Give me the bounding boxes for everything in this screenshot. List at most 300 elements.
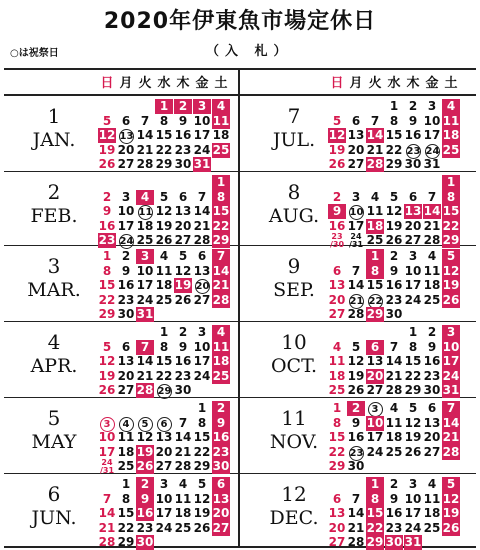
- day-cell: 5: [102, 339, 112, 354]
- day-cell: 18: [212, 128, 230, 142]
- day-cell: 23: [174, 142, 192, 157]
- day-cell: 3: [121, 189, 131, 204]
- day-cell: 14: [136, 128, 154, 142]
- day-cell: 2: [408, 99, 418, 113]
- day-cell: 7: [351, 491, 361, 506]
- month-english: FEB.: [30, 205, 78, 227]
- day-cell: 15: [328, 430, 346, 444]
- day-cell: 25: [212, 142, 230, 157]
- month-english: MAY: [31, 431, 77, 453]
- day-cell: 31: [193, 157, 211, 171]
- day-cell: 5: [332, 113, 342, 128]
- divider: [4, 94, 476, 96]
- day-cell: 8: [159, 113, 169, 128]
- month-english: MAR.: [27, 279, 81, 301]
- day-cell: 2: [121, 249, 131, 263]
- day-cell: 25: [423, 520, 441, 535]
- day-cell: 3: [159, 477, 169, 491]
- day-cell: 1: [102, 249, 112, 263]
- day-cell: 14: [442, 415, 460, 430]
- day-cell: 12: [98, 128, 116, 142]
- day-cell: 18: [328, 368, 346, 383]
- day-cell: 29: [117, 535, 135, 549]
- day-cell: 21: [423, 218, 441, 233]
- day-cell: 22: [155, 368, 173, 383]
- day-cell: 29: [404, 383, 422, 397]
- day-cell: 20: [212, 506, 230, 520]
- day-cell: 30: [174, 383, 192, 397]
- day-cell: 28: [136, 157, 154, 171]
- day-cell: 24 /31: [99, 458, 115, 475]
- day-cell: 6: [408, 189, 418, 204]
- day-cell: 8: [366, 264, 384, 279]
- day-cell: 1: [212, 175, 230, 190]
- day-cell: 12: [328, 128, 346, 142]
- day-cell: 2: [212, 401, 230, 416]
- day-cell: 7: [178, 415, 188, 430]
- day-cell: 3: [351, 189, 361, 204]
- day-cell: 16: [136, 506, 154, 520]
- day-cell: 5: [351, 339, 361, 354]
- day-cell: 9: [389, 263, 399, 278]
- day-cell: 5: [408, 401, 418, 415]
- day-cell: 31: [442, 383, 460, 397]
- day-cell: 1: [197, 401, 207, 415]
- day-cell: 2: [389, 249, 399, 263]
- day-cell: 9: [178, 113, 188, 128]
- day-cell: 16: [117, 278, 135, 292]
- day-cell: 15: [193, 430, 211, 444]
- month-number: 9: [287, 254, 301, 278]
- day-cell: 22: [404, 368, 422, 383]
- day-cell: 3: [408, 477, 418, 491]
- day-cell: 30: [385, 307, 403, 321]
- day-cell: 25: [136, 233, 154, 247]
- day-cell: 6: [332, 263, 342, 278]
- day-cell: 23: [349, 447, 364, 459]
- day-cell: 8: [197, 415, 207, 430]
- day-cell: 18: [442, 128, 460, 142]
- day-cell: 7: [427, 189, 437, 204]
- day-cell: 18: [423, 278, 441, 292]
- day-cell: 24: [155, 520, 173, 535]
- day-cell: 11: [212, 113, 230, 128]
- day-cell: 13: [117, 354, 135, 368]
- day-cell: 14: [174, 430, 192, 444]
- day-cell: 16: [212, 430, 230, 444]
- weekday-header: 木: [406, 76, 420, 91]
- day-cell: 20: [155, 444, 173, 459]
- day-cell: 4: [427, 477, 437, 491]
- day-cell: 28: [366, 157, 384, 171]
- day-cell: 1: [442, 175, 460, 190]
- month-english: OCT.: [270, 355, 318, 377]
- weekday-header: 水: [157, 76, 171, 91]
- day-cell: 15: [117, 506, 135, 520]
- day-cell: 29: [442, 233, 460, 247]
- day-cell: 27: [117, 383, 135, 397]
- day-cell: 19: [347, 368, 365, 383]
- day-cell: 27: [174, 233, 192, 247]
- day-cell: 15: [155, 128, 173, 142]
- day-cell: 20: [404, 218, 422, 233]
- day-cell: 10: [155, 491, 173, 506]
- day-cell: 22: [328, 444, 346, 459]
- day-cell: 20: [195, 281, 210, 292]
- day-cell: 10: [442, 339, 460, 354]
- day-cell: 17: [193, 354, 211, 368]
- month-number: 7: [287, 104, 301, 128]
- day-cell: 5: [159, 189, 169, 204]
- day-cell: 18: [385, 430, 403, 444]
- day-cell: 8: [389, 113, 399, 128]
- day-cell: 13: [347, 128, 365, 142]
- day-cell: 23: [117, 292, 135, 307]
- day-cell: 14: [193, 204, 211, 218]
- day-cell: 3: [408, 249, 418, 263]
- month-label: [4, 482, 104, 530]
- day-cell: 23: [174, 368, 192, 383]
- day-cell: 4: [212, 99, 230, 114]
- day-cell: 19: [98, 142, 116, 157]
- day-cell: 19: [136, 444, 154, 459]
- day-cell: 11: [328, 354, 346, 368]
- day-cell: 13: [193, 263, 211, 278]
- day-cell: 11: [212, 339, 230, 354]
- day-cell: 4: [159, 249, 169, 263]
- day-cell: 28: [174, 459, 192, 473]
- day-cell: 29: [366, 307, 384, 321]
- day-cell: 27: [328, 307, 346, 321]
- day-cell: 26: [193, 520, 211, 535]
- weekday-header: 日: [330, 76, 344, 91]
- day-cell: 5: [389, 189, 399, 204]
- day-cell: 26: [136, 459, 154, 473]
- day-cell: 26: [442, 292, 460, 307]
- month-label: [4, 180, 104, 228]
- divider: [4, 321, 476, 322]
- day-cell: 28: [212, 292, 230, 307]
- day-cell: 17: [423, 128, 441, 142]
- day-cell: 15: [98, 278, 116, 292]
- day-cell: 12: [347, 354, 365, 368]
- day-cell: 20: [174, 218, 192, 233]
- day-cell: 13: [155, 430, 173, 444]
- day-cell: 21: [366, 142, 384, 157]
- day-cell: 11: [366, 204, 384, 218]
- day-cell: 3: [98, 416, 116, 431]
- day-cell: 8: [212, 190, 230, 205]
- day-cell: 6: [427, 401, 437, 415]
- day-cell: 11: [138, 207, 153, 218]
- day-cell: 6: [332, 491, 342, 506]
- day-cell: 2: [332, 189, 342, 204]
- day-cell: 18: [212, 354, 230, 368]
- day-cell: 11: [442, 113, 460, 128]
- day-cell: 14: [423, 204, 441, 218]
- day-cell: 23: [98, 233, 116, 247]
- day-cell: 18: [366, 218, 384, 233]
- month-number: 10: [281, 330, 307, 354]
- day-cell: 27: [404, 233, 422, 247]
- day-cell: 5: [197, 477, 207, 491]
- day-cell: 12: [193, 491, 211, 506]
- divider: [4, 473, 476, 474]
- day-cell: 29: [366, 535, 384, 549]
- weekday-header: 火: [368, 76, 382, 91]
- day-cell: 15: [366, 506, 384, 520]
- weekday-header: 土: [444, 76, 458, 91]
- month-english: DEC.: [269, 507, 319, 529]
- day-cell: 9: [121, 263, 131, 278]
- day-cell: 3: [366, 401, 384, 416]
- day-cell: 7: [136, 340, 154, 355]
- page-title: 2020年伊東魚市場定休日: [103, 9, 377, 34]
- day-cell: 29: [98, 307, 116, 321]
- day-cell: 4: [117, 416, 135, 431]
- day-cell: 20: [117, 142, 135, 157]
- day-cell: 1: [155, 99, 173, 114]
- day-cell: 3: [427, 99, 437, 113]
- day-cell: 30: [347, 459, 365, 473]
- day-cell: 1: [332, 401, 342, 415]
- day-cell: 4: [427, 249, 437, 263]
- day-cell: 21: [174, 444, 192, 459]
- day-cell: 24: [442, 368, 460, 383]
- day-cell: 17: [404, 278, 422, 292]
- day-cell: 4: [442, 99, 460, 114]
- day-cell: 13: [119, 131, 134, 142]
- day-cell: 21: [98, 520, 116, 535]
- weekday-header: 木: [176, 76, 190, 91]
- day-cell: 8: [332, 415, 342, 430]
- weekday-header: 日: [100, 76, 114, 91]
- day-cell: 16: [404, 128, 422, 142]
- day-cell: 23: [212, 444, 230, 459]
- day-cell: 31: [136, 307, 154, 321]
- day-cell: 14: [385, 354, 403, 368]
- day-cell: 7: [102, 491, 112, 506]
- day-cell: 27: [117, 157, 135, 171]
- day-cell: 13: [423, 415, 441, 430]
- day-cell: 25: [385, 444, 403, 459]
- day-cell: 1: [159, 325, 169, 339]
- day-cell: 29: [385, 157, 403, 171]
- day-cell: 6: [155, 416, 173, 431]
- day-cell: 17: [442, 354, 460, 368]
- divider: [238, 68, 240, 546]
- weekday-header: 火: [138, 76, 152, 91]
- day-cell: 23: [406, 145, 421, 157]
- day-cell: 9: [212, 416, 230, 431]
- day-cell: 22: [368, 295, 383, 307]
- day-cell: 23: [423, 368, 441, 383]
- day-cell: 27: [155, 459, 173, 473]
- day-cell: 6: [121, 113, 131, 128]
- day-cell: 20: [366, 368, 384, 383]
- day-cell: 25: [423, 292, 441, 307]
- weekday-header: 金: [425, 76, 439, 91]
- day-cell: 17: [98, 444, 116, 459]
- day-cell: 21: [347, 520, 365, 535]
- day-cell: 15: [155, 354, 173, 368]
- day-cell: 12: [442, 491, 460, 506]
- day-cell: 28: [347, 307, 365, 321]
- day-cell: 4: [370, 189, 380, 204]
- month-number: 5: [47, 406, 61, 430]
- day-cell: 27: [366, 383, 384, 397]
- day-cell: 9: [328, 204, 346, 219]
- day-cell: 11: [155, 263, 173, 278]
- day-cell: 10: [193, 339, 211, 354]
- day-cell: 30: [117, 307, 135, 321]
- day-cell: 1: [366, 249, 384, 264]
- weekday-header: 土: [214, 76, 228, 91]
- day-cell: 24: [425, 145, 440, 157]
- day-cell: 24 /31: [348, 232, 364, 249]
- day-cell: 3: [136, 249, 154, 264]
- month-number: 3: [47, 254, 61, 278]
- day-cell: 22: [442, 218, 460, 233]
- day-cell: 18: [174, 506, 192, 520]
- day-cell: 13: [174, 204, 192, 218]
- day-cell: 27: [347, 157, 365, 171]
- day-cell: 2: [389, 477, 399, 491]
- day-cell: 3: [197, 325, 207, 339]
- day-cell: 13: [328, 278, 346, 292]
- day-cell: 2: [102, 189, 112, 204]
- day-cell: 12: [404, 415, 422, 430]
- day-cell: 7: [442, 401, 460, 416]
- day-cell: 18: [155, 278, 173, 292]
- day-cell: 24: [119, 236, 134, 247]
- day-cell: 7: [351, 263, 361, 278]
- day-cell: 19: [404, 430, 422, 444]
- day-cell: 22: [385, 142, 403, 157]
- day-cell: 27: [212, 520, 230, 535]
- day-cell: 21: [349, 295, 364, 307]
- day-cell: 29: [328, 459, 346, 473]
- day-cell: 7: [370, 113, 380, 128]
- day-cell: 20: [347, 142, 365, 157]
- day-cell: 30: [385, 535, 403, 549]
- month-number: 8: [287, 180, 301, 204]
- day-cell: 25: [174, 520, 192, 535]
- day-cell: 12: [385, 204, 403, 218]
- weekday-header: 水: [387, 76, 401, 91]
- day-cell: 7: [140, 113, 150, 128]
- day-cell: 26: [328, 157, 346, 171]
- day-cell: 28: [98, 535, 116, 549]
- day-cell: 28: [136, 383, 154, 397]
- day-cell: 20: [423, 430, 441, 444]
- holiday-legend: ○は祝祭日: [10, 48, 59, 59]
- day-cell: 14: [366, 128, 384, 142]
- day-cell: 26: [155, 233, 173, 247]
- day-cell: 3: [442, 325, 460, 340]
- day-cell: 13: [328, 506, 346, 520]
- day-cell: 17: [117, 218, 135, 233]
- day-cell: 9: [178, 339, 188, 354]
- day-cell: 21: [136, 142, 154, 157]
- day-cell: 4: [389, 401, 399, 415]
- month-number: 11: [281, 406, 307, 430]
- month-english: APR.: [30, 355, 78, 377]
- day-cell: 25: [155, 292, 173, 307]
- day-cell: 12: [155, 204, 173, 218]
- day-cell: 14: [347, 278, 365, 292]
- day-cell: 2: [427, 325, 437, 339]
- day-cell: 28: [193, 233, 211, 247]
- day-cell: 15: [366, 278, 384, 292]
- day-cell: 11: [423, 263, 441, 278]
- day-cell: 6: [121, 339, 131, 354]
- day-cell: 11: [117, 430, 135, 444]
- day-cell: 8: [408, 339, 418, 354]
- day-cell: 15: [404, 354, 422, 368]
- day-cell: 10: [366, 415, 384, 430]
- day-cell: 31: [423, 157, 441, 171]
- day-cell: 8: [102, 263, 112, 278]
- day-cell: 9: [408, 113, 418, 128]
- month-english: SEP.: [273, 279, 315, 301]
- day-cell: 13: [212, 491, 230, 506]
- day-cell: 17: [193, 128, 211, 142]
- day-cell: 23: [385, 520, 403, 535]
- day-cell: 21: [193, 218, 211, 233]
- day-cell: 23 /30: [329, 232, 345, 249]
- day-cell: 23: [385, 292, 403, 307]
- day-cell: 11: [174, 491, 192, 506]
- month-number: 4: [47, 330, 61, 354]
- weekday-header: 金: [195, 76, 209, 91]
- day-cell: 20: [117, 368, 135, 383]
- day-cell: 2: [136, 477, 154, 492]
- day-cell: 14: [98, 506, 116, 520]
- day-cell: 5: [102, 113, 112, 128]
- day-cell: 7: [197, 189, 207, 204]
- day-cell: 8: [159, 339, 169, 354]
- month-english: AUG.: [268, 205, 320, 227]
- day-cell: 29: [212, 233, 230, 247]
- day-cell: 16: [385, 278, 403, 292]
- day-cell: 24: [136, 292, 154, 307]
- day-cell: 28: [385, 383, 403, 397]
- day-cell: 19: [442, 278, 460, 292]
- divider: [4, 68, 476, 70]
- day-cell: 10: [404, 491, 422, 506]
- month-label: [4, 406, 104, 454]
- day-cell: 31: [404, 535, 422, 549]
- month-number: 1: [47, 104, 61, 128]
- day-cell: 5: [442, 477, 460, 492]
- day-cell: 21: [212, 278, 230, 292]
- month-label: [4, 330, 104, 378]
- day-cell: 6: [212, 477, 230, 492]
- day-cell: 27: [423, 444, 441, 459]
- day-cell: 16: [174, 354, 192, 368]
- day-cell: 8: [442, 190, 460, 205]
- day-cell: 16: [347, 430, 365, 444]
- month-label: [4, 104, 104, 152]
- day-cell: 18: [423, 506, 441, 520]
- month-english: JUL.: [272, 129, 316, 151]
- day-cell: 25: [366, 233, 384, 247]
- day-cell: 8: [366, 492, 384, 507]
- day-cell: 5: [178, 249, 188, 263]
- day-cell: 22: [193, 444, 211, 459]
- month-english: JUN.: [31, 507, 77, 529]
